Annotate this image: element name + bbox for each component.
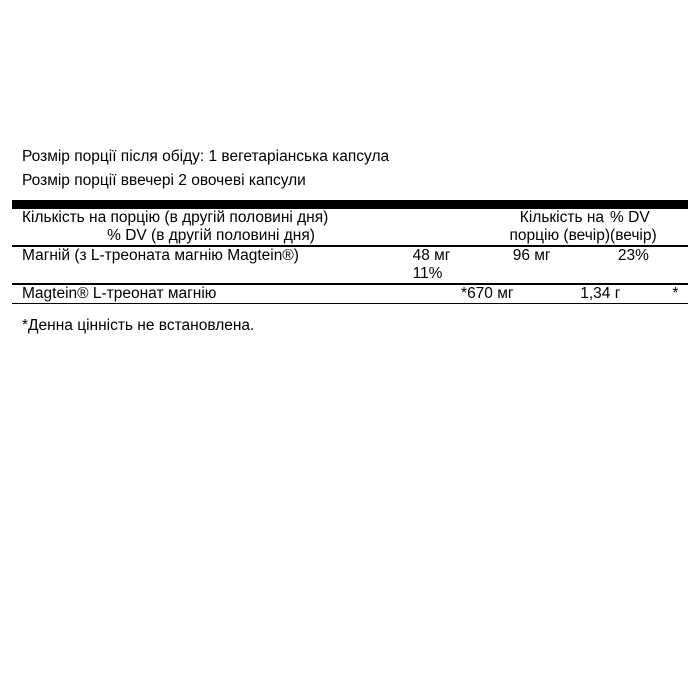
magtein-amount-afternoon: *670 мг (461, 284, 514, 302)
table-row-continued (12, 265, 688, 283)
nutrient-amount-evening: 96 мг (512, 247, 551, 265)
footnote-daily-value: *Денна цінність не встановлена. (22, 317, 255, 335)
nutrient-dv-afternoon: 11% (412, 265, 443, 283)
header-amount-per-serving-afternoon: Кількість на порцію (в другій половині дня) (22, 209, 329, 227)
nutrient-name-magtein: Magtein® L-треонат магнію (22, 284, 217, 302)
nutrient-name-magnesium: Магній (з L-треоната магнію Magtein®) (22, 247, 299, 265)
nutrient-rows (12, 247, 688, 283)
serving-size-block (12, 145, 688, 193)
table-row (12, 247, 688, 265)
header-dv-afternoon: % DV (в другій половині дня) (107, 227, 315, 245)
divider-thick-top (12, 200, 688, 209)
nutrient-amount-evening-spacer (513, 265, 618, 283)
header-serving-evening: порцію (вечір) (509, 227, 611, 245)
table-row (12, 285, 688, 303)
magtein-dv-evening: * (672, 284, 679, 302)
header-dv: % DV (610, 209, 650, 227)
serving-size-evening: Розмір порції ввечері 2 овочеві капсули (22, 172, 306, 190)
magtein-amount-evening: 1,34 г (580, 284, 621, 302)
header-dv-evening: (вечір) (610, 227, 657, 245)
nutrition-table (12, 209, 688, 245)
panel-bottom-spacer (12, 335, 688, 357)
nutrient-amount-afternoon: 48 мг (412, 247, 451, 265)
magtein-row-table (12, 285, 688, 303)
nutrition-facts-panel (12, 145, 688, 357)
header-amount-per-serving-evening: Кількість на (519, 209, 605, 227)
table-header-row-2 (12, 227, 688, 245)
serving-size-afternoon: Розмір порції після обіду: 1 вегетаріанська капсула (22, 148, 390, 165)
table-header-row-1 (12, 209, 688, 227)
nutrient-name-spacer (12, 265, 413, 283)
nutrient-dv-evening: 23% (617, 247, 649, 265)
nutrient-dv-evening-spacer (618, 265, 688, 283)
